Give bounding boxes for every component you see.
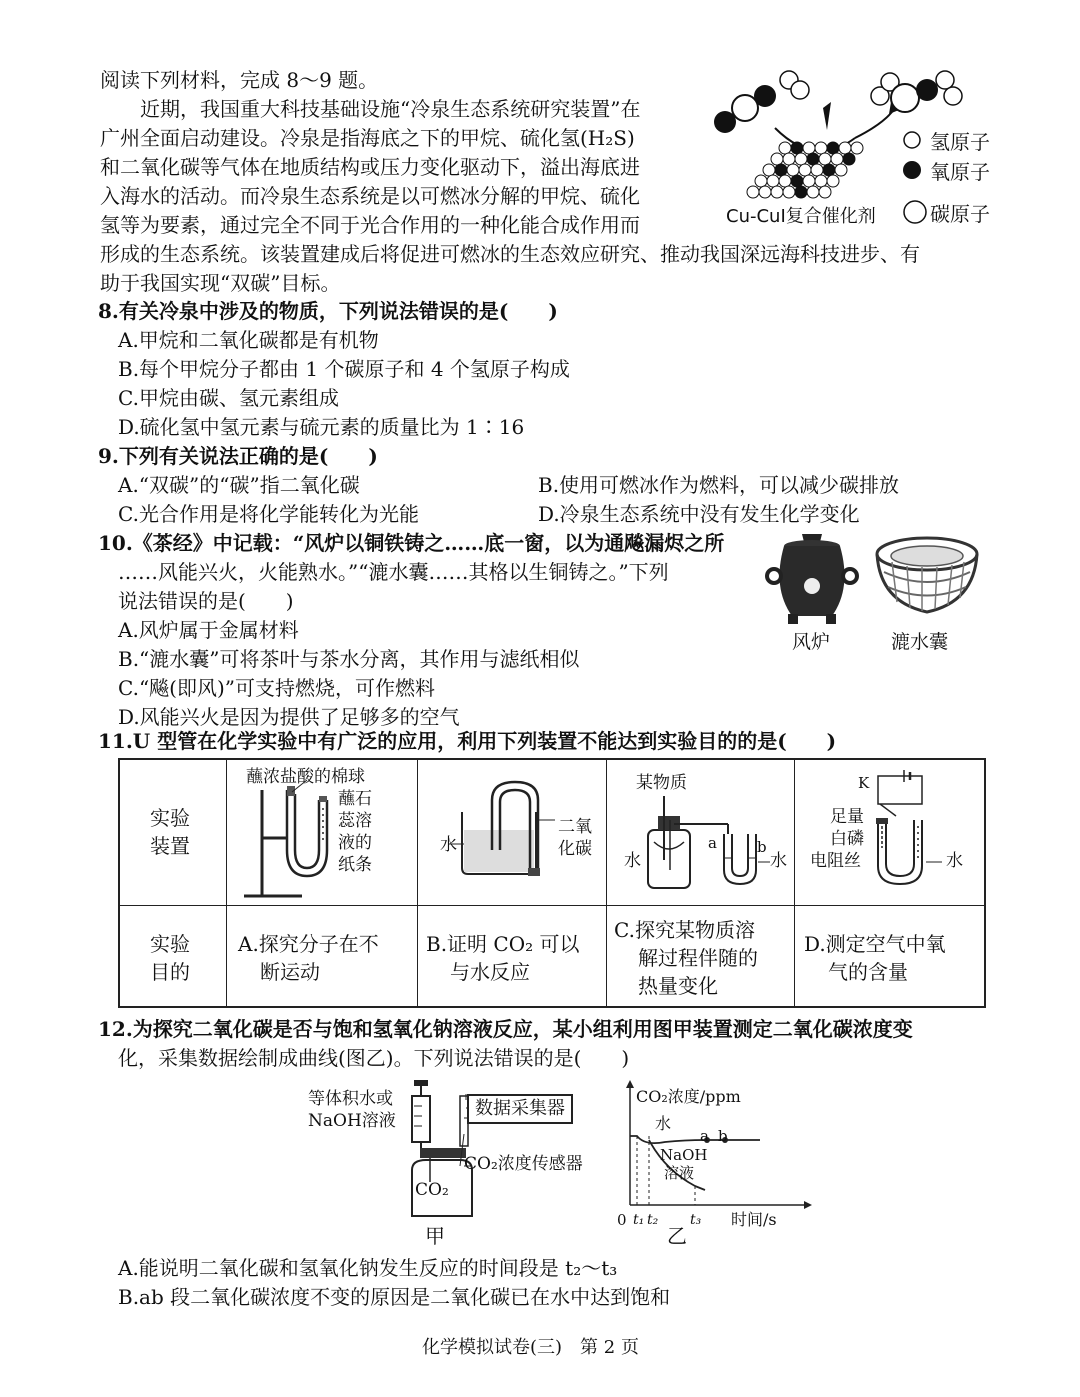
passage-line-5: 氢等为要素，通过完全不同于光合作用的一种化能合成作用而 bbox=[100, 213, 640, 237]
figure-a-liquid-label-1: 等体积水或 bbox=[308, 1089, 393, 1109]
y-axis-arrow bbox=[626, 1080, 634, 1088]
figure-b-tick-t3: t₃ bbox=[690, 1212, 702, 1228]
purpose-a-line-1: A.探究分子在不 bbox=[238, 932, 379, 956]
figure-b-tick-t2: t₂ bbox=[647, 1212, 659, 1228]
wind-stove-image bbox=[762, 528, 862, 628]
oxygen-legend-icon bbox=[903, 161, 921, 179]
q8-option-a: A.甲烷和二氧化碳都是有机物 bbox=[118, 328, 379, 352]
q9-option-c: C.光合作用是将化学能转化为光能 bbox=[118, 502, 419, 526]
q10-option-d: D.风能兴火是因为提供了足够多的空气 bbox=[118, 705, 460, 729]
purpose-d-line-2: 气的含量 bbox=[828, 960, 908, 984]
figure-b-naoh-label-2: 溶液 bbox=[664, 1164, 695, 1182]
figure-a-bottle-label: CO₂ bbox=[415, 1180, 449, 1200]
figure-b-tick-t1: t₁ bbox=[633, 1212, 645, 1228]
purpose-c-line-3: 热量变化 bbox=[638, 974, 718, 998]
figure-a-caption: 甲 bbox=[425, 1224, 445, 1248]
apparatus-d-label-2: 白磷 bbox=[830, 829, 864, 849]
apparatus-a-strip-label-3: 液的 bbox=[338, 833, 372, 853]
passage-line-6: 形成的生态系统。该装置建成后将促进可燃冰的生态效应研究、推动我国深远海科技进步、有 bbox=[100, 242, 920, 266]
apparatus-d-label-1: 足量 bbox=[830, 807, 864, 827]
apparatus-b-gas-label-2: 化碳 bbox=[558, 839, 592, 859]
legend-carbon: 碳原子 bbox=[930, 202, 990, 226]
q10-option-a: A.风炉属于金属材料 bbox=[118, 618, 299, 642]
apparatus-c-water-label-1: 水 bbox=[624, 851, 641, 871]
apparatus-a-strip-label-4: 纸条 bbox=[338, 855, 372, 875]
apparatus-d-switch-label: K bbox=[858, 774, 870, 792]
apparatus-d-water-label: 水 bbox=[946, 851, 963, 871]
apparatus-c-a-label: a bbox=[708, 834, 717, 852]
passage-line-1: 近期，我国重大科技基础设施“冷泉生态系统研究装置”在 bbox=[140, 97, 641, 121]
q8-stem: 8.有关冷泉中涉及的物质，下列说法错误的是( ) bbox=[98, 299, 558, 323]
q12-option-b: B.ab 段二氧化碳浓度不变的原因是二氧化碳已在水中达到饱和 bbox=[118, 1285, 671, 1309]
catalyst-lattice bbox=[747, 142, 863, 198]
figure-b-point-b: b bbox=[718, 1127, 728, 1145]
q8-option-b: B.每个甲烷分子都由 1 个碳原子和 4 个氢原子构成 bbox=[118, 357, 570, 381]
wind-stove-label: 风炉 bbox=[792, 631, 831, 653]
q12-option-a: A.能说明二氧化碳和氢氧化钠发生反应的时间段是 t₂～t₃ bbox=[118, 1256, 618, 1280]
legend-oxygen: 氧原子 bbox=[930, 160, 990, 184]
q9-stem: 9.下列有关说法正确的是( ) bbox=[98, 444, 378, 468]
apparatus-b-gas-label-1: 二氧 bbox=[558, 817, 592, 837]
purpose-c-line-1: C.探究某物质溶 bbox=[614, 918, 755, 942]
figure-b-water-label: 水 bbox=[655, 1114, 672, 1133]
apparatus-a-cotton-label: 蘸浓盐酸的棉球 bbox=[246, 767, 365, 787]
hydrogen-legend-icon bbox=[904, 132, 920, 148]
apparatus-a-strip-label-2: 蕊溶 bbox=[338, 811, 372, 831]
q11-stem: 11.U 型管在化学实验中有广泛的应用，利用下列装置不能达到实验目的的是( ) bbox=[98, 729, 837, 753]
apparatus-a-strip-label-1: 蘸石 bbox=[338, 789, 372, 809]
q12-stem-line-2: 化，采集数据绘制成曲线(图乙)。下列说法错误的是( ) bbox=[118, 1046, 630, 1070]
q8-option-d: D.硫化氢中氢元素与硫元素的质量比为 1∶16 bbox=[118, 415, 525, 439]
figure-a-liquid-label-2: NaOH溶液 bbox=[308, 1111, 396, 1131]
catalyst-label: Cu-CuI复合催化剂 bbox=[726, 206, 876, 227]
row-header-apparatus-2: 装置 bbox=[150, 834, 190, 858]
apparatus-d bbox=[796, 760, 986, 905]
water-strainer-label: 漉水囊 bbox=[891, 631, 949, 653]
carbon-legend-icon bbox=[904, 201, 926, 223]
apparatus-d-label-3: 电阻丝 bbox=[810, 851, 861, 871]
q10-stem-line-2: ……风能兴火，火能熟水。”“漉水囊……其格以生铜铸之。”下列 bbox=[118, 560, 669, 584]
purpose-b-line-2: 与水反应 bbox=[450, 960, 530, 984]
row-header-purpose-1: 实验 bbox=[150, 932, 190, 956]
apparatus-c-water-label-2: 水 bbox=[770, 851, 787, 871]
apparatus-c-substance-label: 某物质 bbox=[636, 773, 687, 793]
apparatus-c-b-label: b bbox=[757, 838, 767, 856]
q8-option-c: C.甲烷由碳、氢元素组成 bbox=[118, 386, 339, 410]
figure-b-caption: 乙 bbox=[667, 1224, 687, 1248]
q9-option-d: D.冷泉生态系统中没有发生化学变化 bbox=[538, 502, 860, 526]
figure-b-naoh-label-1: NaOH bbox=[660, 1146, 708, 1164]
purpose-d-line-1: D.测定空气中氧 bbox=[804, 932, 946, 956]
q10-stem-line-1: 10.《茶经》中记载：“风炉以铜铁铸之……底一窗，以为通飚漏烬之所 bbox=[98, 531, 725, 555]
q12-stem-line-1: 12.为探究二氧化碳是否与饱和氢氧化钠溶液反应，某小组利用图甲装置测定二氧化碳浓度变 bbox=[98, 1017, 913, 1041]
page-footer: 化学模拟试卷(三) 第 2 页 bbox=[422, 1337, 639, 1358]
purpose-c-line-2: 解过程伴随的 bbox=[638, 946, 758, 970]
row-header-apparatus-1: 实验 bbox=[150, 806, 190, 830]
purpose-a-line-2: 断运动 bbox=[260, 960, 320, 984]
legend-hydrogen: 氢原子 bbox=[930, 130, 990, 154]
x-axis-arrow bbox=[804, 1201, 812, 1209]
figure-b-origin: 0 bbox=[617, 1211, 627, 1229]
figure-b-point-a: a bbox=[700, 1127, 709, 1145]
q9-option-a: A.“双碳”的“碳”指二氧化碳 bbox=[118, 473, 360, 497]
water-strainer-image bbox=[872, 532, 982, 622]
figure-a-sensor-label: CO₂浓度传感器 bbox=[464, 1154, 583, 1174]
reading-lead: 阅读下列材料，完成 8～9 题。 bbox=[100, 68, 379, 92]
passage-line-4: 入海水的活动。而冷泉生态系统是以可燃冰分解的甲烷、硫化 bbox=[100, 184, 640, 208]
figure-b-ylabel: CO₂浓度/ppm bbox=[636, 1087, 741, 1106]
figure-a-collector-label: 数据采集器 bbox=[467, 1094, 573, 1124]
passage-line-7: 助于我国实现“双碳”目标。 bbox=[100, 271, 341, 295]
figure-b-xlabel: 时间/s bbox=[731, 1210, 777, 1229]
passage-line-2: 广州全面启动建设。冷泉是指海底之下的甲烷、硫化氢(H₂S) bbox=[100, 126, 635, 150]
q10-stem-line-3: 说法错误的是( ) bbox=[118, 589, 294, 613]
purpose-b-line-1: B.证明 CO₂ 可以 bbox=[426, 932, 580, 956]
q11-table bbox=[118, 758, 986, 1008]
apparatus-b-water-label: 水 bbox=[440, 835, 457, 855]
q10-option-c: C.“飚(即风)”可支持燃烧，可作燃料 bbox=[118, 676, 436, 700]
q10-option-b: B.“漉水囊”可将茶叶与茶水分离，其作用与滤纸相似 bbox=[118, 647, 580, 671]
row-header-purpose-2: 目的 bbox=[150, 960, 190, 984]
q9-option-b: B.使用可燃冰作为燃料，可以减少碳排放 bbox=[538, 473, 900, 497]
passage-line-3: 和二氧化碳等气体在地质结构或压力变化驱动下，溢出海底进 bbox=[100, 155, 640, 179]
